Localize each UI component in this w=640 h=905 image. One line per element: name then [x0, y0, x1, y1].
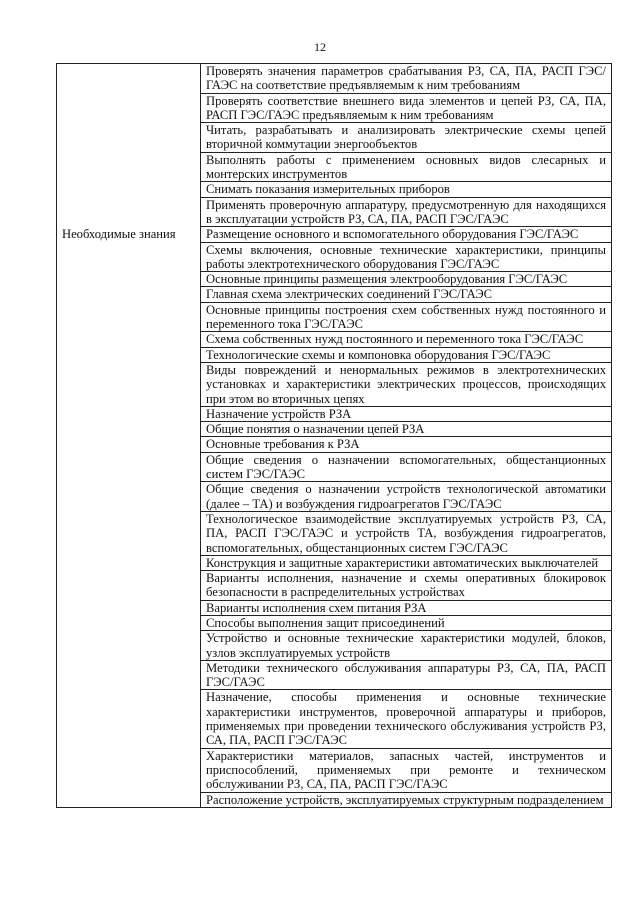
knowledge-item: Варианты исполнения, назначение и схемы оперативных блокировок безопасности в распределительных устройствах — [201, 571, 612, 601]
knowledge-item: Размещение основного и вспомогательного оборудования ГЭС/ГАЭС — [201, 227, 612, 242]
knowledge-item: Варианты исполнения схем питания РЗА — [201, 600, 612, 615]
knowledge-item: Конструкция и защитные характеристики автоматических выключателей — [201, 555, 612, 570]
knowledge-item: Основные принципы размещения электрооборудования ГЭС/ГАЭС — [201, 272, 612, 287]
knowledge-item: Технологическое взаимодействие эксплуатируемых устройств РЗ, СА, ПА, РАСП ГЭС/ГАЭС и устройств ТА, возбуждения гидроагрегатов, вспомогательных, общестанционных систем ГЭС/ГАЭС — [201, 511, 612, 555]
knowledge-item: Виды повреждений и ненормальных режимов в электротехнических установках и характеристики электрических процессов, происходящих при этом во вторичных цепях — [201, 362, 612, 406]
knowledge-item: Назначение, способы применения и основные технические характеристики инструментов, проверочной аппаратуры и приборов, применяемых при проведении технического обслуживания устройств РЗ, СА, ПА, РАСП ГЭС/ГАЭС — [201, 690, 612, 748]
page-number: 12 — [314, 40, 326, 54]
knowledge-item: Общие сведения о назначении устройств технологической автоматики (далее – ТА) и возбуждения гидроагрегатов ГЭС/ГАЭС — [201, 482, 612, 512]
requirements-table — [56, 63, 612, 808]
knowledge-item: Технологические схемы и компоновка оборудования ГЭС/ГАЭС — [201, 347, 612, 362]
knowledge-item: Способы выполнения защит присоединений — [201, 615, 612, 630]
knowledge-item: Главная схема электрических соединений ГЭС/ГАЭС — [201, 287, 612, 302]
table-row — [57, 64, 612, 94]
table-row — [57, 242, 612, 272]
skill-item: Читать, разрабатывать и анализировать электрические схемы цепей вторичной коммутации энергообъектов — [201, 123, 612, 153]
knowledge-item: Общие сведения о назначении вспомогательных, общестанционных систем ГЭС/ГАЭС — [201, 452, 612, 482]
skill-item: Выполнять работы с применением основных видов слесарных и монтерских инструментов — [201, 152, 612, 182]
knowledge-item: Характеристики материалов, запасных частей, инструментов и приспособлений, применяемых при ремонте и техническом обслуживании РЗ, СА, ПА, РАСП ГЭС/ГАЭС — [201, 748, 612, 792]
knowledge-item: Расположение устройств, эксплуатируемых структурным подразделением — [201, 792, 612, 807]
table-row — [57, 227, 612, 242]
skill-item: Проверять значения параметров срабатывания РЗ, СА, ПА, РАСП ГЭС/ГАЭС на соответствие предъявляемым к ним требованиям — [201, 64, 612, 94]
knowledge-item: Схемы включения, основные технические характеристики, принципы работы электротехнического оборудования ГЭС/ГАЭС — [201, 242, 612, 272]
knowledge-item: Основные принципы построения схем собственных нужд постоянного и переменного тока ГЭС/ГАЭС — [201, 302, 612, 332]
knowledge-label: Необходимые знания — [57, 227, 201, 242]
skills-label-cell — [57, 64, 201, 227]
knowledge-item: Основные требования к РЗА — [201, 437, 612, 452]
skill-item: Применять проверочную аппаратуру, предусмотренную для находящихся в эксплуатации устройств РЗ, СА, ПА, РАСП ГЭС/ГАЭС — [201, 197, 612, 227]
knowledge-item: Устройство и основные технические характеристики модулей, блоков, узлов эксплуатируемых устройств — [201, 631, 612, 661]
knowledge-item: Назначение устройств РЗА — [201, 406, 612, 421]
skill-item: Проверять соответствие внешнего вида элементов и цепей РЗ, СА, ПА, РАСП ГЭС/ГАЭС предъявляемым к ним требованиям — [201, 93, 612, 123]
knowledge-item: Методики технического обслуживания аппаратуры РЗ, СА, ПА, РАСП ГЭС/ГАЭС — [201, 660, 612, 690]
knowledge-label-continuation — [57, 242, 201, 807]
skill-item: Снимать показания измерительных приборов — [201, 182, 612, 197]
knowledge-item: Схема собственных нужд постоянного и переменного тока ГЭС/ГАЭС — [201, 332, 612, 347]
knowledge-item: Общие понятия о назначении цепей РЗА — [201, 422, 612, 437]
